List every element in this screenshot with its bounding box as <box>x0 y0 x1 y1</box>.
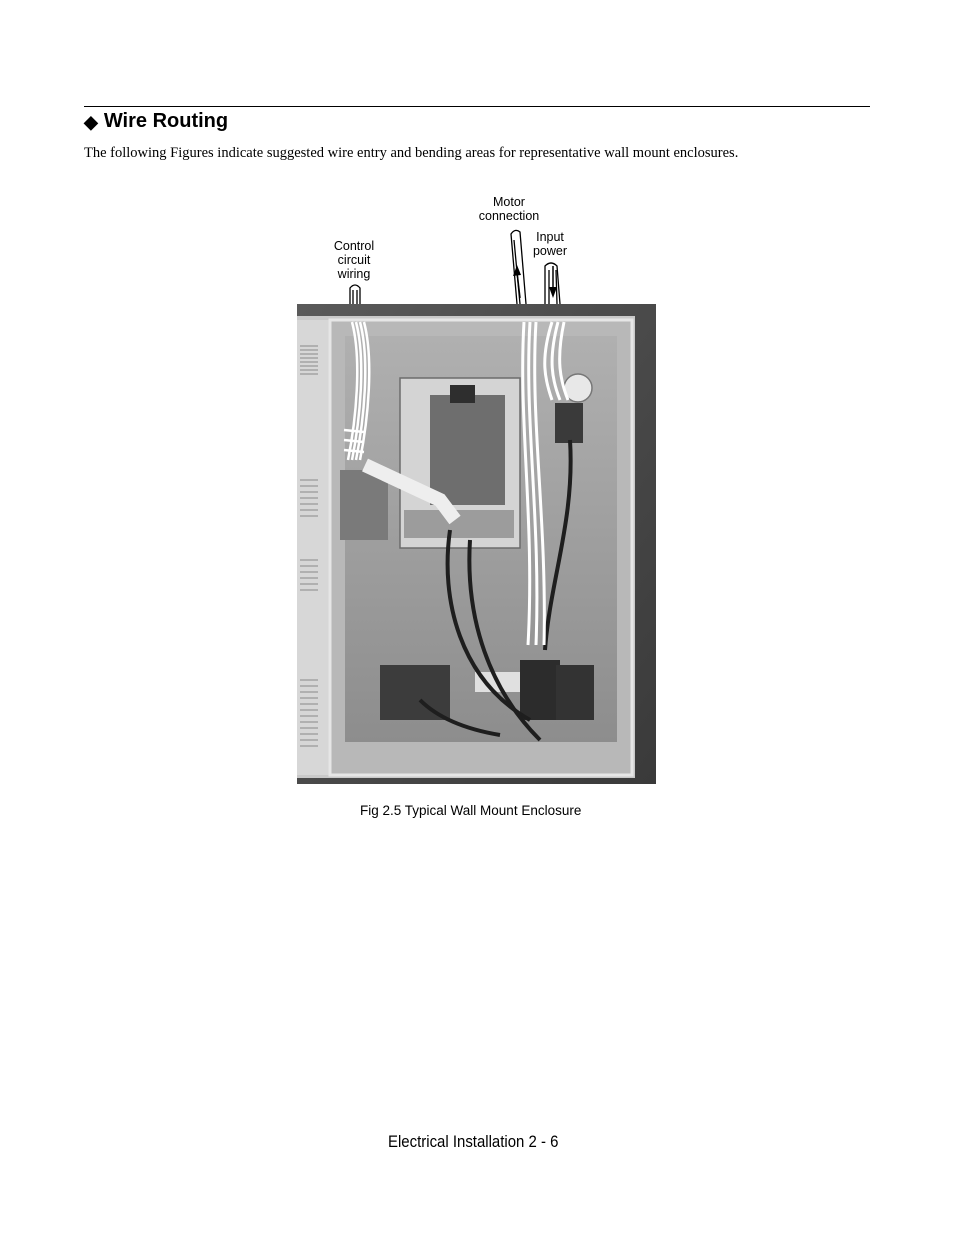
control-label-line1: Control <box>333 239 375 253</box>
control-label-line2: circuit <box>337 253 371 267</box>
motor-entry-conduit <box>511 230 526 304</box>
input-label-line1: Input <box>536 230 564 244</box>
drive-keypad <box>450 385 475 403</box>
input-label-line2: power <box>532 244 568 258</box>
contactor-1 <box>520 660 560 720</box>
figure-caption: Fig 2.5 Typical Wall Mount Enclosure <box>360 803 582 818</box>
motor-label-line1: Motor <box>493 195 525 209</box>
section-title: Wire Routing <box>103 110 229 132</box>
control-label-line3: wiring <box>337 267 371 281</box>
enclosure-door-edge <box>297 320 329 775</box>
intro-paragraph: The following Figures indicate suggested wire entry and bending areas for representative wall mount enclosures. <box>84 145 739 161</box>
contactor-2 <box>556 665 594 720</box>
motor-label-line2: connection <box>478 209 540 223</box>
diamond-bullet-icon: ◆ <box>84 111 98 132</box>
control-entry-conduit <box>350 285 360 304</box>
disconnect-switch <box>555 403 583 443</box>
drive-control-board <box>430 395 505 505</box>
control-board <box>340 470 388 540</box>
page-footer: Electrical Installation 2 - 6 <box>388 1132 559 1151</box>
relay-group <box>380 665 450 720</box>
